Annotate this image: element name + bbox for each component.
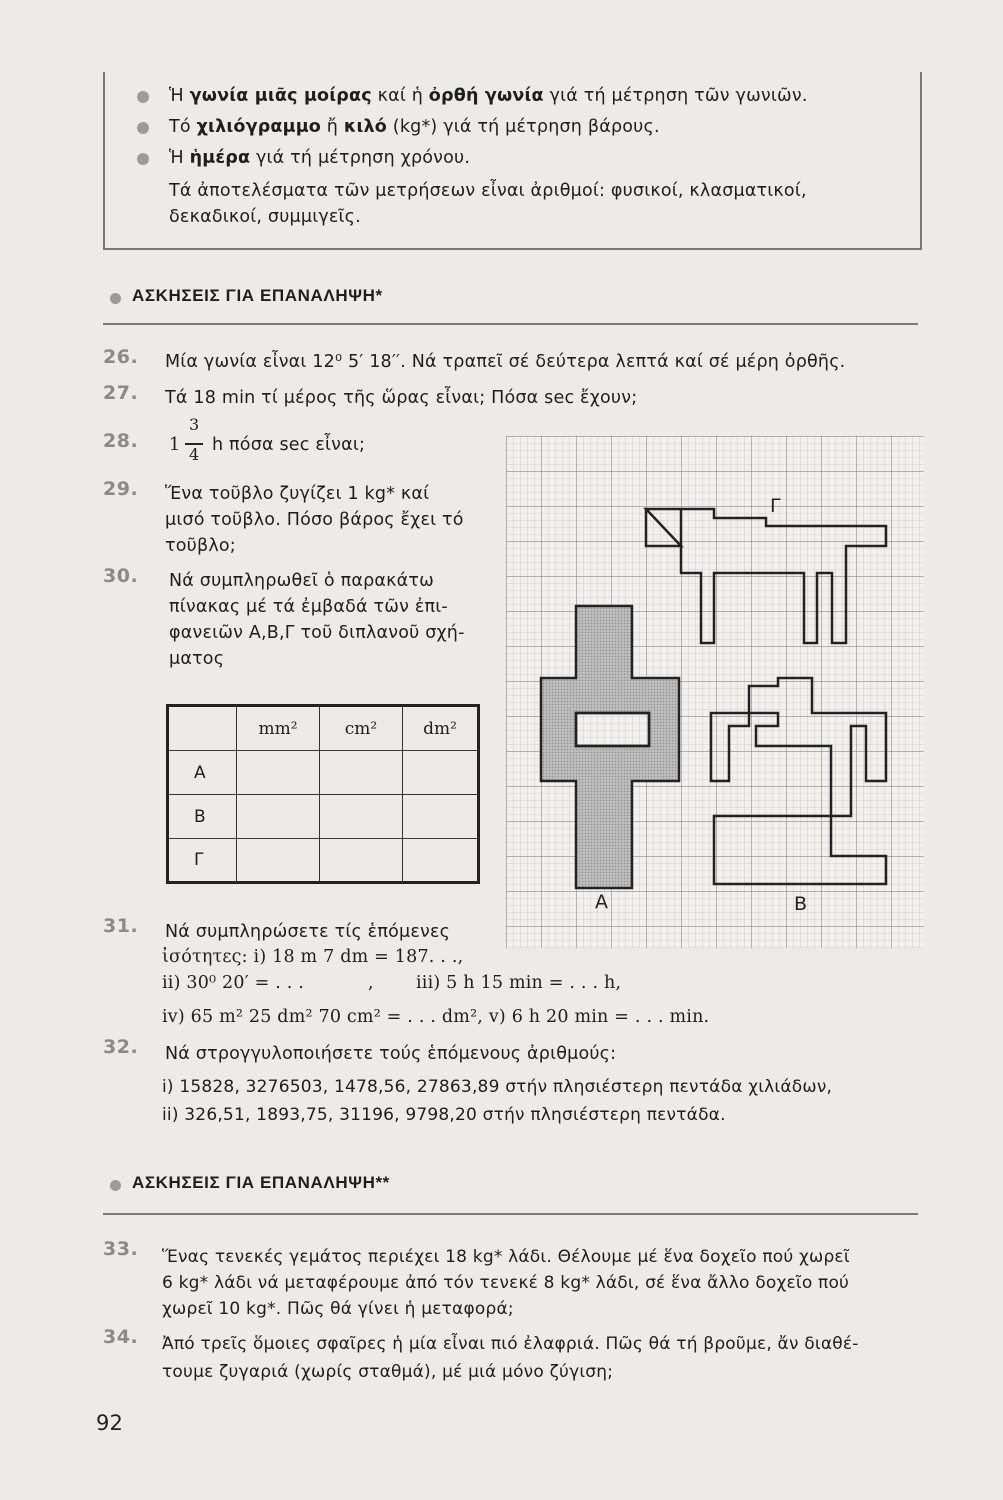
exercise-28-text: h πόσα sec εἶναι;	[212, 435, 366, 455]
box-results-line2: δεκαδικοί, συμμιγεῖς.	[169, 207, 361, 227]
table-header-cm2: cm²	[320, 706, 403, 751]
box-item-3: Ἡ ἡμέρα γιά τή μέτρηση χρόνου.	[169, 148, 471, 168]
section-title: ΑΣΚΗΣΕΙΣ ΓΙΑ ΕΠΑΝΑΛΗΨΗ**	[132, 1173, 390, 1192]
exercise-33-line2: 6 kg* λάδι νά μεταφέρουμε ἀπό τόν τενεκέ 8 kg* λάδι, σέ ἕνα ἄλλο δοχεῖο πού	[162, 1273, 850, 1293]
exercise-number: 29.	[103, 478, 139, 500]
exercise-number: 26.	[103, 346, 139, 368]
exercise-34-line2: τουμε ζυγαριά (χωρίς σταθμά), μέ μιά μόνο ζύγιση;	[162, 1362, 614, 1382]
fraction-whole: 1	[169, 435, 181, 455]
exercise-31-line1: Νά συμπληρώσετε τίς ἑπόμενες	[165, 922, 451, 942]
table-corner	[168, 706, 237, 751]
exercise-31-line4: iv) 65 m² 25 dm² 70 cm² = . . . dm², v) 6 h 20 min = . . . min.	[162, 1007, 710, 1027]
box-item-2: Τό χιλιόγραμμο ἤ κιλό (kg*) γιά τή μέτρηση βάρους.	[169, 117, 660, 137]
exercise-33-line1: Ἕνας τενεκές γεμάτος περιέχει 18 kg* λάδι. Θέλουμε μέ ἕνα δοχεῖο πού χωρεῖ	[162, 1247, 850, 1267]
exercise-31-line3a: ii) 30⁰ 20′ = . . .	[162, 973, 305, 993]
exercise-34-line1: Ἀπό τρεῖς ὅμοιες σφαῖρες ἡ μία εἶναι πιό ἐλαφριά. Πῶς θά τή βροῦμε, ἄν διαθέ-	[162, 1334, 859, 1354]
section-bullet-icon	[110, 1180, 121, 1191]
bullet-icon	[137, 91, 149, 103]
table-row	[168, 795, 479, 839]
exercise-29-line2: μισό τοῦβλο. Πόσο βάρος ἔχει τό	[165, 510, 464, 530]
shapes-figure	[506, 436, 924, 948]
exercise-32-line2: i) 15828, 3276503, 1478,56, 27863,89 στήν πλησιέστερη πεντάδα χιλιάδων,	[162, 1077, 833, 1097]
table-row-label: Γ	[168, 839, 237, 883]
section-bullet-icon	[110, 293, 121, 304]
box-item-1: Ἡ γωνία μιᾶς μοίρας καί ἡ ὀρθή γωνία γιά τή μέτρηση τῶν γωνιῶν.	[169, 86, 808, 106]
table-row	[168, 751, 479, 795]
area-table	[166, 704, 480, 884]
exercise-number: 30.	[103, 565, 139, 587]
exercise-number: 28.	[103, 430, 139, 452]
section-divider	[103, 323, 918, 325]
box-results-line1: Τά ἀποτελέσματα τῶν μετρήσεων εἶναι ἀριθμοί: φυσικοί, κλασματικοί,	[169, 181, 807, 201]
section-title: ΑΣΚΗΣΕΙΣ ΓΙΑ ΕΠΑΝΑΛΗΨΗ*	[132, 286, 383, 305]
figure-label-a: Α	[595, 891, 608, 913]
fraction-numerator: 3	[189, 415, 200, 434]
exercise-30-line1: Νά συμπληρωθεῖ ὁ παρακάτω	[169, 571, 434, 591]
exercise-32-line1: Νά στρογγυλοποιήσετε τούς ἑπόμενους ἀριθμούς:	[165, 1044, 617, 1064]
page-number: 92	[96, 1411, 124, 1435]
table-row-label: Β	[168, 795, 237, 839]
table-header-mm2: mm²	[237, 706, 320, 751]
exercise-number: 32.	[103, 1036, 139, 1058]
exercise-27-text: Τά 18 min τί μέρος τῆς ὥρας εἶναι; Πόσα sec ἔχουν;	[165, 388, 638, 408]
exercise-29-line3: τοῦβλο;	[165, 536, 236, 556]
section-divider	[103, 1213, 918, 1215]
exercise-26-text: Μία γωνία εἶναι 12⁰ 5′ 18′′. Νά τραπεῖ σέ δεύτερα λεπτά καί σέ μέρη ὀρθῆς.	[165, 352, 846, 372]
figure-label-b: Β	[794, 893, 808, 915]
table-header-dm2: dm²	[403, 706, 479, 751]
exercise-number: 33.	[103, 1238, 139, 1260]
exercise-30-line2: πίνακας μέ τά ἐμβαδά τῶν ἐπι-	[169, 597, 448, 617]
exercise-33-line3: χωρεῖ 10 kg*. Πῶς θά γίνει ἡ μεταφορά;	[162, 1299, 514, 1319]
exercise-number: 27.	[103, 382, 139, 404]
exercise-31-line2: ἰσότητες: i) 18 m 7 dm = 187. . .,	[162, 947, 464, 967]
exercise-31-line3c: iii) 5 h 15 min = . . . h,	[416, 973, 622, 993]
exercise-number: 34.	[103, 1326, 139, 1348]
bullet-icon	[137, 153, 149, 165]
exercise-29-line1: Ἕνα τοῦβλο ζυγίζει 1 kg* καί	[165, 484, 430, 504]
exercise-number: 31.	[103, 915, 139, 937]
exercise-31-line3b: ,	[368, 973, 374, 993]
exercise-30-line4: ματος	[169, 649, 225, 669]
table-row	[168, 839, 479, 883]
exercise-32-line3: ii) 326,51, 1893,75, 31196, 9798,20 στήν πλησιέστερη πεντάδα.	[162, 1105, 726, 1125]
exercise-30-line3: φανειῶν Α,Β,Γ τοῦ διπλανοῦ σχή-	[169, 623, 465, 643]
fraction-denominator: 4	[189, 445, 200, 464]
table-row-label: Α	[168, 751, 237, 795]
figure-label-g: Γ	[770, 495, 781, 517]
bullet-icon	[137, 122, 149, 134]
